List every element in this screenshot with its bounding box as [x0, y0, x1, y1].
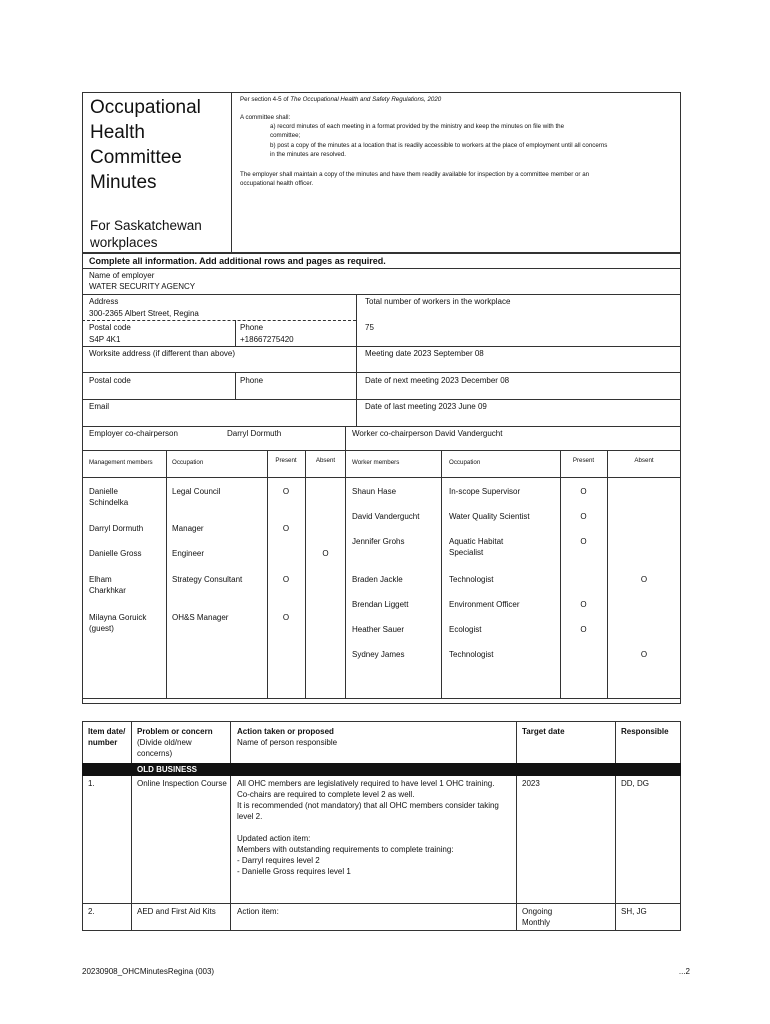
management-present[interactable]: O	[282, 613, 290, 622]
worker-present[interactable]: O	[580, 487, 587, 496]
item-target-date: 2023	[522, 779, 540, 788]
management-name: Milayna Goruick (guest)	[89, 613, 147, 633]
worker-occupation: Technologist	[449, 650, 494, 659]
worker-name: David Vandergucht	[352, 512, 420, 521]
item-responsible: SH, JG	[621, 907, 647, 916]
action-header	[237, 726, 512, 748]
item-problem: AED and First Aid Kits	[137, 907, 216, 916]
problem-header	[137, 726, 227, 759]
item-action[interactable]: All OHC members are legislatively required to have level 1 OHC training. Co-chairs are required to complete level 2 as well. It is recommended (not mandatory) that all OHC members consider taking level 2. Updated action item: Members with outstanding requirements to complete training: - Darryl requires level 2 - Danielle Gross requires level 1	[237, 779, 499, 876]
management-name: Darryl Dormuth	[89, 524, 144, 533]
regulation-shall: A committee shall:	[240, 114, 291, 121]
worker-occupation: Aquatic Habitat Specialist	[449, 537, 504, 557]
management-name: Elham Charkhkar	[89, 575, 126, 595]
last-meeting-date[interactable]: Date of last meeting 2023 June 09	[365, 402, 487, 411]
worker-name: Shaun Hase	[352, 487, 397, 496]
responsible-header: Responsible	[621, 727, 669, 736]
worker-name: Jennifer Grohs	[352, 537, 405, 546]
title-line: Minutes	[90, 172, 157, 193]
management-occupation: OH&S Manager	[172, 613, 229, 622]
document-title	[90, 95, 230, 195]
item-target-date: Ongoing Monthly	[522, 907, 553, 927]
worker-present[interactable]: O	[580, 600, 587, 609]
management-name: Danielle Gross	[89, 549, 142, 558]
total-workers-label: Total number of workers in the workplace	[365, 297, 511, 306]
management-present[interactable]: O	[282, 487, 290, 496]
worker-occupation: In-scope Supervisor	[449, 487, 521, 496]
absent-header: Absent	[315, 457, 336, 464]
action-header-sub: Name of person responsible	[237, 738, 338, 747]
worker-cochair[interactable]: Worker co-chairperson David Vandergucht	[352, 429, 503, 438]
worker-occupation: Environment Officer	[449, 600, 520, 609]
worker-occupation: Technologist	[449, 575, 494, 584]
title-line: Committee	[90, 147, 182, 168]
worker-name: Sydney James	[352, 650, 405, 659]
old-business-label: OLD BUSINESS	[137, 765, 198, 774]
next-meeting-date[interactable]: Date of next meeting 2023 December 08	[365, 376, 510, 385]
management-present[interactable]: O	[282, 524, 290, 533]
regulation-item-a: a) record minutes of each meeting in a format provided by the ministry and keep the minutes on file with the committee;	[270, 123, 565, 139]
regulation-title: The Occupational Health and Safety Regulations, 2020	[290, 96, 442, 103]
worker-absent[interactable]: O	[640, 650, 648, 659]
postal-code-label: Postal code	[89, 323, 131, 332]
phone-label-2: Phone	[240, 376, 264, 385]
worker-occupation: Water Quality Scientist	[449, 512, 530, 521]
regulation-intro: Per section 4-5 of The Occupational Health and Safety Regulations, 2020	[240, 96, 442, 103]
worker-present[interactable]: O	[580, 537, 587, 546]
address-label: Address	[89, 297, 119, 306]
total-workers-value[interactable]: 75	[365, 323, 374, 332]
document-subtitle: For Saskatchewan workplaces	[90, 218, 202, 250]
item-problem: Online Inspection Course	[137, 779, 227, 788]
instructions: Complete all information. Add additional rows and pages as required.	[89, 256, 386, 266]
footer-page-indicator: ...2	[678, 967, 690, 976]
employer-cochair-label: Employer co-chairperson	[89, 429, 178, 438]
target-date-header: Target date	[522, 727, 565, 736]
postal-code-value[interactable]: S4P 4K1	[89, 335, 121, 344]
item-number-header: Item date/ number	[88, 727, 126, 747]
address-value[interactable]: 300-2365 Albert Street, Regina	[89, 309, 199, 318]
management-occupation: Legal Council	[172, 487, 221, 496]
item-action[interactable]: Action item:	[237, 907, 279, 916]
management-members-header: Management members	[89, 459, 153, 466]
postal-code-label-2: Postal code	[89, 376, 131, 385]
management-occupation: Engineer	[172, 549, 205, 558]
item-number: 2.	[88, 907, 95, 916]
employer-name-value[interactable]: WATER SECURITY AGENCY	[89, 282, 196, 291]
present-header: Present	[275, 457, 297, 464]
worker-name: Heather Sauer	[352, 625, 405, 634]
worker-name: Brendan Liggett	[352, 600, 409, 609]
email-label: Email	[89, 402, 110, 411]
occupation-header: Occupation	[172, 459, 204, 466]
item-number: 1.	[88, 779, 95, 788]
occupation-header-2: Occupation	[449, 459, 481, 466]
worker-present[interactable]: O	[580, 512, 587, 521]
phone-label: Phone	[240, 323, 264, 332]
present-header-2: Present	[572, 457, 595, 464]
management-present[interactable]: O	[282, 575, 290, 584]
management-name: Danielle Schindelka	[89, 487, 129, 507]
worker-occupation: Ecologist	[449, 625, 482, 634]
worker-present[interactable]: O	[580, 625, 587, 634]
title-line: Health	[90, 122, 145, 143]
phone-value[interactable]: +18667275420	[240, 335, 294, 344]
worker-absent[interactable]: O	[640, 575, 648, 584]
regulation-item-b: b) post a copy of the minutes at a location that is readily accessible to workers at the place of employment until all concerns in the minutes are resolved.	[270, 142, 608, 158]
title-line: Occupational	[90, 97, 201, 118]
worksite-address-label: Worksite address (if different than above)	[89, 349, 235, 358]
action-header-title: Action taken or proposed	[237, 727, 334, 736]
employer-name-label: Name of employer	[89, 271, 155, 280]
worker-name: Braden Jackle	[352, 575, 403, 584]
employer-cochair-value[interactable]: Darryl Dormuth	[227, 429, 282, 438]
worker-members-header: Worker members	[352, 459, 400, 466]
management-occupation: Manager	[172, 524, 204, 533]
footer-filename: 20230908_OHCMinutesRegina (003)	[82, 967, 215, 976]
regulation-employer: The employer shall maintain a copy of the minutes and have them readily available for inspection by a committee member or an occupational health officer.	[240, 171, 590, 187]
management-occupation: Strategy Consultant	[172, 575, 243, 584]
problem-header-sub: (Divide old/new concerns)	[137, 738, 192, 758]
problem-header-title: Problem or concern	[137, 727, 213, 736]
management-absent[interactable]: O	[322, 549, 329, 558]
absent-header-2: Absent	[634, 457, 654, 464]
item-responsible: DD, DG	[621, 779, 649, 788]
meeting-date[interactable]: Meeting date 2023 September 08	[365, 349, 484, 358]
